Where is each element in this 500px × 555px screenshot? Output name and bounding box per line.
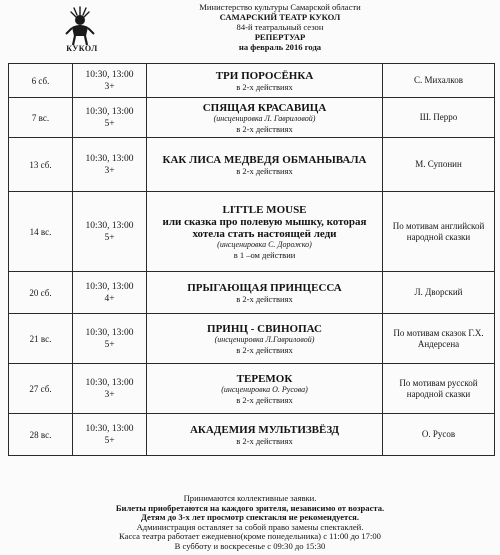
play-subtitle: или сказка про полевую мышку, которая хотела стать настоящей леди — [162, 215, 367, 240]
title-cell — [147, 364, 383, 414]
document-header — [150, 2, 410, 52]
title-cell — [147, 414, 383, 456]
title-cell — [147, 314, 383, 364]
table-row — [9, 64, 495, 98]
date-cell: 14 вс. — [9, 192, 73, 272]
showtimes: 10:30, 13:00 — [85, 220, 134, 231]
repertoire-title: РЕПЕРТУАР — [254, 32, 306, 42]
season-line: 84-й театральный сезон — [236, 22, 324, 32]
time-cell — [73, 314, 147, 364]
time-cell — [73, 414, 147, 456]
table-row — [9, 98, 495, 138]
age-rating: 5+ — [104, 118, 115, 129]
table-row — [9, 414, 495, 456]
author-cell: М. Супонин — [383, 138, 495, 192]
acts-count: в 2-х действиях — [236, 344, 293, 355]
table-row — [9, 314, 495, 364]
age-rating: 5+ — [104, 435, 115, 446]
age-rating: 5+ — [104, 232, 115, 243]
acts-count: в 2-х действиях — [236, 165, 293, 176]
play-title: КАК ЛИСА МЕДВЕДЯ ОБМАНЫВАЛА — [162, 153, 367, 166]
play-title: ТЕРЕМОК — [236, 372, 293, 385]
time-cell — [73, 364, 147, 414]
play-title: ТРИ ПОРОСЁНКА — [215, 69, 314, 82]
footer-line-box-office: Касса театра работает ежедневно(кроме понедельника) с 11:00 до 17:00 — [119, 531, 381, 542]
age-rating: 3+ — [104, 389, 115, 400]
date-cell: 27 сб. — [9, 364, 73, 414]
acts-count: в 2-х действиях — [236, 394, 293, 405]
table-row — [9, 138, 495, 192]
footer-line-collective: Принимаются коллективные заявки. — [183, 493, 317, 503]
time-cell — [73, 272, 147, 314]
date-cell: 21 вс. — [9, 314, 73, 364]
author-cell: О. Русов — [383, 414, 495, 456]
author-cell: По мотивам сказок Г.Х. Андерсена — [383, 314, 495, 364]
acts-count: в 2-х действиях — [236, 123, 293, 134]
repertoire-table — [8, 63, 495, 456]
footer-line-weekend: В субботу и воскресенье с 09:30 до 15:30 — [174, 540, 326, 551]
author-cell: Ш. Перро — [383, 98, 495, 138]
showtimes: 10:30, 13:00 — [85, 423, 134, 434]
logo-text: КУКОЛ — [66, 44, 98, 53]
staging-note: (инсценировка О. Русова) — [221, 384, 308, 394]
title-cell — [147, 192, 383, 272]
showtimes: 10:30, 13:00 — [85, 327, 134, 338]
date-cell: 6 сб. — [9, 64, 73, 98]
play-title: ПРЫГАЮЩАЯ ПРИНЦЕССА — [187, 281, 342, 294]
time-cell — [73, 138, 147, 192]
puppet-logo-icon — [60, 3, 100, 47]
table-row — [9, 272, 495, 314]
author-cell: С. Михалков — [383, 64, 495, 98]
acts-count: в 1 –ом действии — [233, 249, 296, 260]
age-rating: 4+ — [104, 293, 115, 304]
footer-line-tickets: Билеты приобретаются на каждого зрителя, независимо от возраста. — [115, 502, 385, 513]
title-cell — [147, 272, 383, 314]
staging-note: (инсценировка Л.Гавриловой) — [214, 334, 315, 344]
footer-line-administration: Администрация оставляет за собой право замены спектаклей. — [136, 521, 364, 532]
time-cell — [73, 64, 147, 98]
play-title: СПЯЩАЯ КРАСАВИЦА — [202, 101, 327, 114]
staging-note: (инсценировка С. Дорожко) — [217, 239, 312, 249]
footer-line-age: Детям до 3-х лет просмотр спектакля не рекомендуется. — [141, 512, 359, 523]
age-rating: 5+ — [104, 339, 115, 350]
acts-count: в 2-х действиях — [236, 435, 293, 446]
play-title: АКАДЕМИЯ МУЛЬТИЗВЁЗД — [189, 423, 340, 436]
table-row — [9, 364, 495, 414]
time-cell — [73, 98, 147, 138]
date-cell: 7 вс. — [9, 98, 73, 138]
author-cell: По мотивам русской народной сказки — [383, 364, 495, 414]
showtimes: 10:30, 13:00 — [85, 69, 134, 80]
acts-count: в 2-х действиях — [236, 293, 293, 304]
table-row — [9, 192, 495, 272]
play-title: ПРИНЦ - СВИНОПАС — [207, 322, 322, 335]
age-rating: 3+ — [104, 165, 115, 176]
age-rating: 3+ — [104, 81, 115, 92]
showtimes: 10:30, 13:00 — [85, 377, 134, 388]
showtimes: 10:30, 13:00 — [85, 106, 134, 117]
time-cell — [73, 192, 147, 272]
title-cell — [147, 138, 383, 192]
title-cell — [147, 64, 383, 98]
title-cell — [147, 98, 383, 138]
acts-count: в 2-х действиях — [236, 81, 293, 92]
date-cell: 20 сб. — [9, 272, 73, 314]
footer-notes — [60, 494, 440, 552]
month-line: на февраль 2016 года — [238, 42, 322, 52]
author-cell: По мотивам английской народной сказки — [383, 192, 495, 272]
showtimes: 10:30, 13:00 — [85, 281, 134, 292]
ministry-line: Министерство культуры Самарской области — [199, 2, 361, 12]
author-cell: Л. Дворский — [383, 272, 495, 314]
play-title: LITTLE MOUSE — [222, 203, 307, 216]
showtimes: 10:30, 13:00 — [85, 153, 134, 164]
date-cell: 28 вс. — [9, 414, 73, 456]
theatre-name: САМАРСКИЙ ТЕАТР КУКОЛ — [219, 12, 341, 22]
date-cell: 13 сб. — [9, 138, 73, 192]
staging-note: (инсценировка Л. Гавриловой) — [213, 113, 316, 123]
